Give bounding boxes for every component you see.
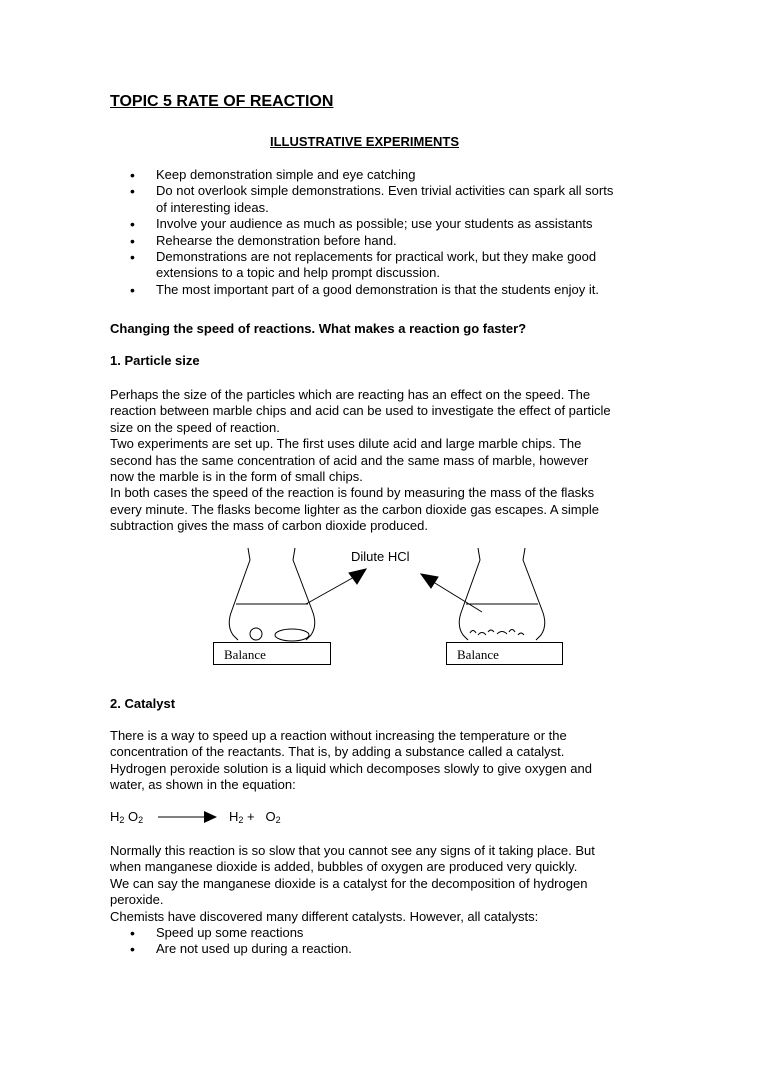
- eq-operator: +: [243, 809, 266, 824]
- large-marble-chip: [250, 628, 262, 640]
- eq-subscript: 2: [275, 815, 281, 825]
- acid-arrows: [306, 569, 482, 612]
- text-line: size on the speed of reaction.: [110, 419, 280, 435]
- balance-label: Balance: [457, 647, 499, 662]
- arrow-head-icon: [421, 574, 438, 588]
- eq-term: O: [265, 809, 276, 824]
- balance-right: [446, 642, 563, 665]
- catalyst-paragraph: [110, 728, 670, 794]
- balance-left: [213, 642, 331, 665]
- text-line: second has the same concentration of acid and the same mass of marble, however: [110, 452, 589, 468]
- page-subtitle: ILLUSTRATIVE EXPERIMENTS: [270, 134, 459, 149]
- list-item: [110, 925, 670, 941]
- text-line: Hydrogen peroxide solution is a liquid which decomposes slowly to give oxygen and: [110, 760, 592, 776]
- text-line: There is a way to speed up a reaction without increasing the temperature or the: [110, 728, 567, 743]
- text-line: Chemists have discovered many different catalysts. However, all catalysts:: [110, 908, 539, 924]
- text-line: concentration of the reactants. That is, by adding a substance called a catalyst.: [110, 744, 565, 760]
- eq-subscript: 2: [119, 815, 125, 825]
- text-line: Perhaps the size of the particles which are reacting has an effect on the speed. The: [110, 387, 591, 402]
- particle-size-heading: 1. Particle size: [110, 353, 200, 368]
- text-line: now the marble is in the form of small chips.: [110, 469, 363, 485]
- text-line: water, as shown in the equation:: [110, 777, 296, 793]
- eq-subscript: 2: [138, 815, 144, 825]
- acid-label: Dilute HCl: [351, 549, 410, 564]
- bullet-text: extensions to a topic and help prompt discussion.: [156, 265, 441, 281]
- catalyst-bullet-list: [110, 925, 670, 958]
- text-line: In both cases the speed of the reaction is found by measuring the mass of the flasks: [110, 485, 595, 501]
- bullet-text: • Demonstrations are not replacements for practical work, but they make good: [156, 249, 597, 265]
- eq-subscript: 2: [238, 815, 244, 825]
- decomposition-equation: [110, 809, 143, 825]
- eq-term: H: [110, 809, 120, 824]
- text-line: when manganese dioxide is added, bubbles of oxygen are produced very quickly.: [110, 859, 578, 875]
- equation-products: [229, 809, 281, 825]
- left-flask: [229, 548, 315, 641]
- text-line: peroxide.: [110, 892, 164, 908]
- page-title: TOPIC 5 RATE OF REACTION: [110, 93, 334, 110]
- bullet-text: • Are not used up during a reaction.: [156, 941, 352, 957]
- bullet-text: • Speed up some reactions: [156, 925, 304, 940]
- bullet-text: • The most important part of a good demonstration is that the students enjoy it.: [156, 281, 599, 297]
- bullet-text: of interesting ideas.: [156, 199, 269, 215]
- bullet-text: • Rehearse the demonstration before hand.: [156, 232, 397, 248]
- text-line: Normally this reaction is so slow that you cannot see any signs of it taking place. But: [110, 843, 595, 858]
- bullet-text: • Keep demonstration simple and eye catching: [156, 167, 416, 182]
- text-line: every minute. The flasks become lighter as the carbon dioxide gas escapes. A simple: [110, 501, 599, 517]
- section-heading: Changing the speed of reactions. What makes a reaction go faster?: [110, 321, 527, 336]
- bullet-text: • Involve your audience as much as possible; use your students as assistants: [156, 216, 593, 232]
- catalyst-heading: 2. Catalyst: [110, 696, 176, 711]
- right-flask: [459, 548, 545, 640]
- bullet-text: • Do not overlook simple demonstrations. Even trivial activities can spark all sorts: [156, 183, 614, 199]
- text-line: We can say the manganese dioxide is a catalyst for the decomposition of hydrogen: [110, 875, 588, 891]
- text-line: Two experiments are set up. The first uses dilute acid and large marble chips. The: [110, 436, 582, 452]
- text-line: reaction between marble chips and acid can be used to investigate the effect of particle: [110, 403, 611, 419]
- reaction-arrow-icon: [158, 809, 220, 825]
- large-marble-chip: [275, 629, 309, 641]
- arrow-head-icon: [349, 569, 366, 584]
- catalyst-paragraph-2: [110, 843, 670, 925]
- small-marble-chips: [470, 630, 524, 636]
- balance-label: Balance: [224, 647, 266, 662]
- list-item: [110, 941, 670, 957]
- text-line: subtraction gives the mass of carbon dioxide produced.: [110, 518, 428, 534]
- eq-term: H: [229, 809, 239, 824]
- eq-term: O: [128, 809, 139, 824]
